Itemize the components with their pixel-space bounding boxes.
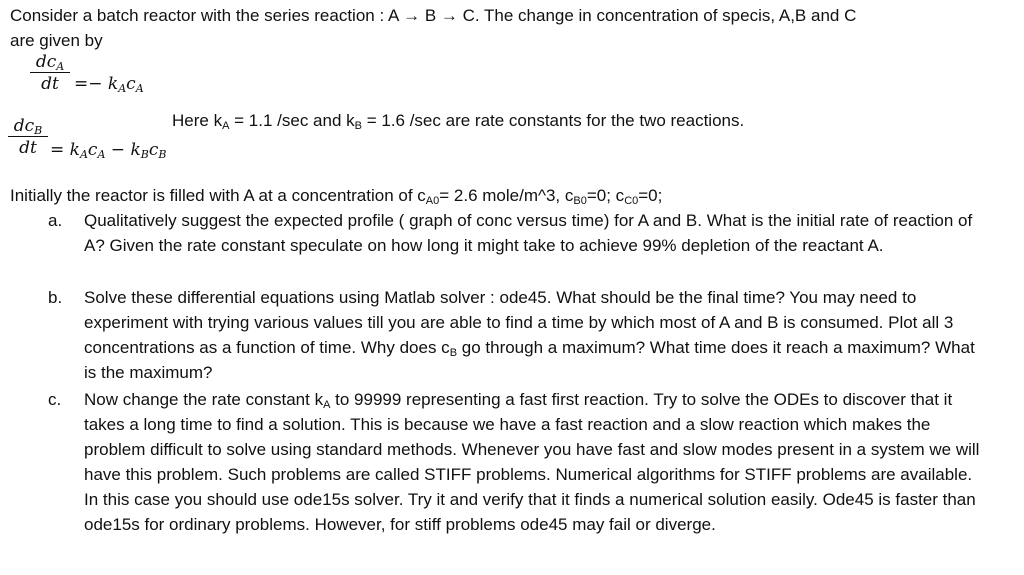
equation-1-fraction xyxy=(30,52,70,95)
list-marker: a. xyxy=(48,211,63,230)
intro-line-1: Consider a batch reactor with the series reaction : A → B → C. The change in concentration of specis, A,B and C xyxy=(10,6,857,25)
list-marker: c. xyxy=(48,390,62,409)
initial-conditions: Initially the reactor is filled with A at a concentration of $c_{A0}= 2.6$ mole/m^3, $c_{B0}=0$; $c_{C0}=0$; xyxy=(10,186,663,207)
list-item-text: Solve these differential equations using Matlab solver : ode45. What should be the final time? You may need to experiment with trying various values till you are able to find a time by which most of A and B is consumed. Plot all 3 concentrations as a function of time. Why does $c_B$ go through a maximum? What time does it reach a maximum? What is the maximum? xyxy=(84,288,975,382)
intro-line-2: are given by xyxy=(10,31,103,50)
list-item-text: Now change the rate constant $k_A$ to 99999 representing a fast first reaction. Try to solve the ODEs to discover that it takes a long time to find a solution. This is because we have a fast reaction and a slow reaction which makes the problem difficult to solve using standard methods. Whenever you have fast and slow modes present in a system we will have this problem. Such problems are called STIFF problems. Numerical algorithms for STIFF problems are available. In this case you should use ode15s solver. Try it and verify that it finds a numerical solution easily. Ode45 is faster than ode15s for ordinary problems. However, for stiff problems ode45 may fail or diverge. xyxy=(84,390,980,534)
equation-1-numerator: $dc_A$ xyxy=(35,52,65,73)
equation-2-numerator: $dc_B$ xyxy=(13,116,43,137)
equation-1-denominator: dt xyxy=(41,74,59,94)
rate-constants-note: Here $k_A = 1.1$ /sec and $k_B = 1.6$ /sec are rate constants for the two reactions. xyxy=(172,111,745,132)
equation-1-rhs: =− $k_Ac_A$ xyxy=(74,74,144,95)
list-item-text: Qualitatively suggest the expected profile ( graph of conc versus time) for A and B. What is the initial rate of reaction of A? Given the rate constant speculate on how long it might take to achieve 99% depletion of the reactant A. xyxy=(84,211,973,255)
equation-2-rhs: = $k_Ac_A - k_Bc_B$ xyxy=(50,140,167,161)
equation-2-fraction xyxy=(8,116,48,159)
equation-2-denominator: dt xyxy=(19,138,37,158)
list-marker: b. xyxy=(48,288,63,307)
